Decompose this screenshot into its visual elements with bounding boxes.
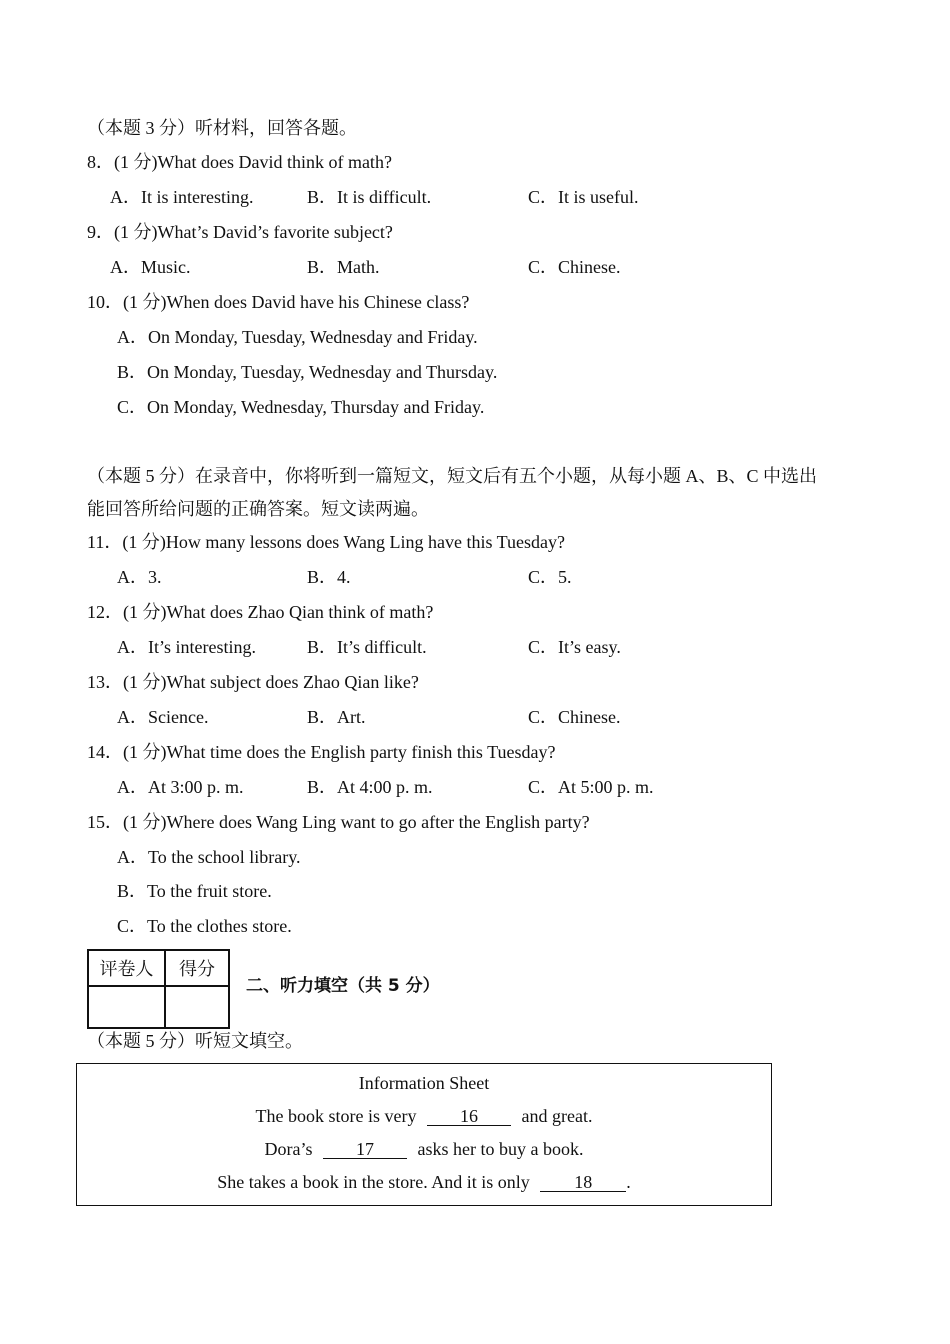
question-15-stem: 15．(1 分)Where does Wang Ling want to go after the English party? [87,812,590,832]
score-cell[interactable] [165,986,229,1028]
question-13-option-c[interactable]: C．Chinese. [528,707,621,727]
question-15-option-c[interactable]: C．To the clothes store. [117,916,292,936]
blank-18[interactable]: 18 [540,1173,626,1192]
question-10-option-c[interactable]: C．On Monday, Wednesday, Thursday and Friday. [117,397,485,417]
question-11-option-b[interactable]: B．4. [307,567,351,587]
question-12-option-a[interactable]: A．It’s interesting. [117,637,256,657]
info-line-1-post: and great. [521,1106,593,1126]
question-8-option-b[interactable]: B．It is difficult. [307,187,432,207]
question-11-stem: 11．(1 分)How many lessons does Wang Ling have this Tuesday? [87,532,566,552]
question-8-option-a[interactable]: A．It is interesting. [110,187,254,207]
part1-intro: （本题 3 分）听材料，回答各题。 [87,118,357,138]
question-11-option-a[interactable]: A．3. [117,567,162,587]
question-14-option-c[interactable]: C．At 5:00 p. m. [528,777,654,797]
question-14-option-b[interactable]: B．At 4:00 p. m. [307,777,433,797]
question-14-option-a[interactable]: A．At 3:00 p. m. [117,777,244,797]
question-10-option-b[interactable]: B．On Monday, Tuesday, Wednesday and Thursday. [117,362,498,382]
question-14-stem: 14．(1 分)What time does the English party finish this Tuesday? [87,742,556,762]
info-line-3-post: . [626,1172,631,1192]
section2-title: 二、听力填空（共 5 分） [246,976,440,996]
question-13-stem: 13．(1 分)What subject does Zhao Qian like? [87,672,419,692]
question-15-option-a[interactable]: A．To the school library. [117,847,301,867]
question-10-stem: 10．(1 分)When does David have his Chinese class? [87,292,470,312]
question-9-option-c[interactable]: C．Chinese. [528,257,621,277]
question-12-option-c[interactable]: C．It’s easy. [528,637,621,657]
question-10-option-a[interactable]: A．On Monday, Tuesday, Wednesday and Friday. [117,327,478,347]
grader-label: 评卷人 [88,950,165,986]
information-sheet-box [76,1063,772,1206]
info-line-2 [77,1138,771,1160]
question-13-option-b[interactable]: B．Art. [307,707,366,727]
part2-intro-line1: （本题 5 分）在录音中，你将听到一篇短文，短文后有五个小题，从每小题 A、B、C 中选出 [87,466,818,486]
info-line-3-pre: She takes a book in the store. And it is only [217,1172,530,1192]
blank-16[interactable]: 16 [427,1107,511,1126]
info-line-1-pre: The book store is very [255,1106,417,1126]
score-label: 得分 [165,950,229,986]
info-line-3 [77,1171,771,1193]
part2-intro-line2: 能回答所给问题的正确答案。短文读两遍。 [87,499,429,519]
info-sheet-title: Information Sheet [358,1073,490,1093]
grader-score-table [87,949,230,1029]
question-8-option-c[interactable]: C．It is useful. [528,187,639,207]
question-12-stem: 12．(1 分)What does Zhao Qian think of math? [87,602,434,622]
question-15-option-b[interactable]: B．To the fruit store. [117,881,272,901]
question-8-stem: 8．(1 分)What does David think of math? [87,152,392,172]
grader-cell[interactable] [88,986,165,1028]
blank-17[interactable]: 17 [323,1140,407,1159]
info-line-1 [77,1105,771,1127]
question-12-option-b[interactable]: B．It’s difficult. [307,637,427,657]
question-9-stem: 9．(1 分)What’s David’s favorite subject? [87,222,393,242]
question-9-option-b[interactable]: B．Math. [307,257,380,277]
info-line-2-pre: Dora’s [264,1139,313,1159]
info-line-2-post: asks her to buy a book. [417,1139,584,1159]
question-13-option-a[interactable]: A．Science. [117,707,209,727]
question-9-option-a[interactable]: A．Music. [110,257,191,277]
question-11-option-c[interactable]: C．5. [528,567,572,587]
section2-intro: （本题 5 分）听短文填空。 [87,1031,303,1051]
